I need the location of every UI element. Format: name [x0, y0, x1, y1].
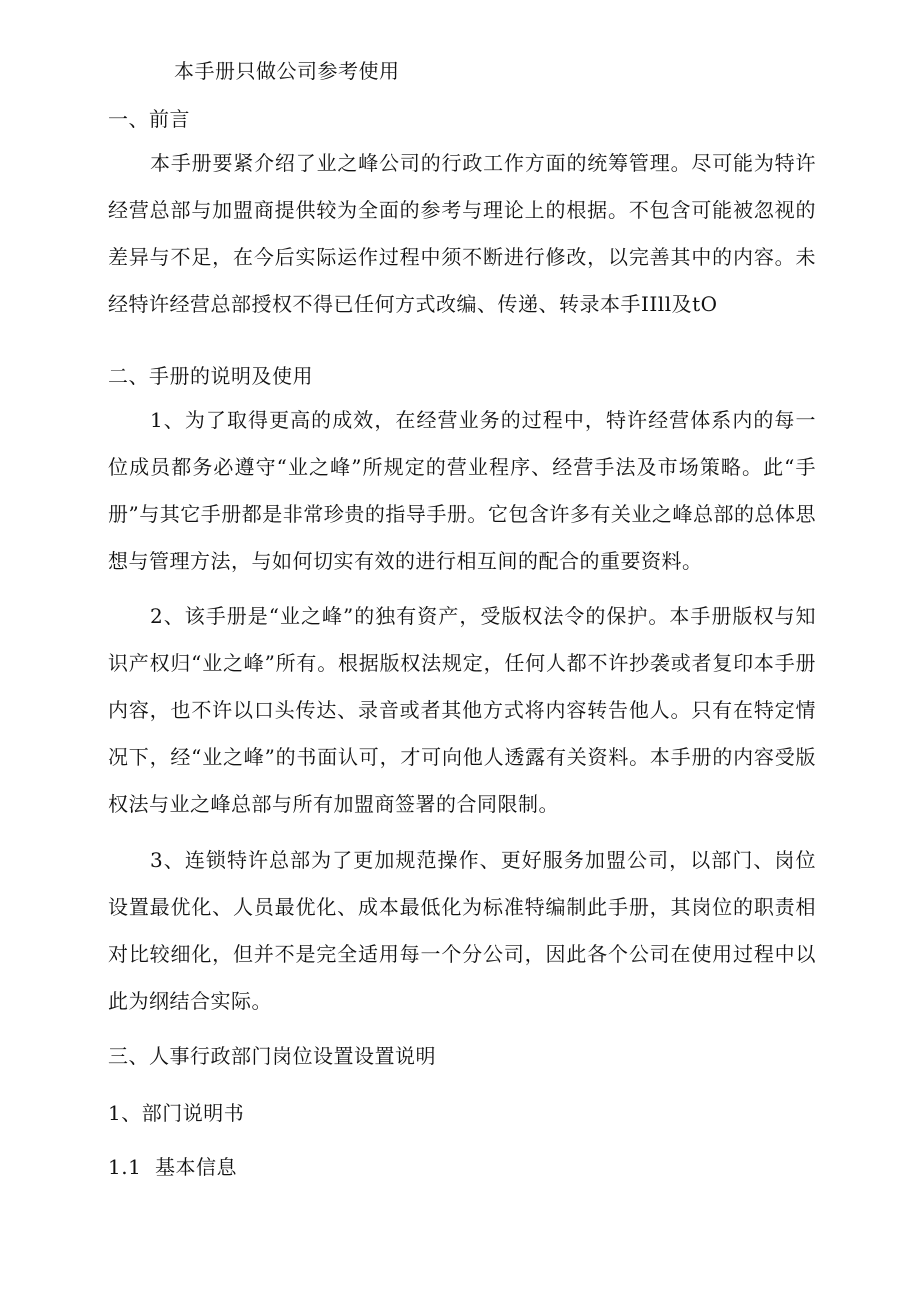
usage-item-3: 3、连锁特许总部为了更加规范操作、更好服务加盟公司，以部门、岗位设置最优化、人员最优化、成本最低化为标准特编制此手册，其岗位的职责相对比较细化，但并不是完全适用每一个分公司，因此各个公司在使用过程中以此为纲结合实际。 — [108, 848, 816, 1013]
usage-item-2: 2、该手册是“业之峰”的独有资产，受版权法令的保护。本手册版权与知识产权归“业之峰”所有。根据版权法规定，任何人都不许抄袭或者复印本手册内容，也不许以口头传达、录音或者其他方式将内容转告他人。只有在特定情况下，经“业之峰”的书面认可，才可向他人透露有关资料。本手册的内容受版权法与业之峰总部与所有加盟商签署的合同限制。 — [108, 604, 816, 816]
subheading-department-manual: 1、部门说明书 — [108, 1101, 245, 1125]
section-heading-manual-usage: 二、手册的说明及使用 — [108, 364, 313, 388]
usage-note: 本手册只做公司参考使用 — [174, 59, 400, 83]
subheading-basic-info: 1.1 基本信息 — [108, 1155, 238, 1179]
section-heading-hr-admin: 三、人事行政部门岗位设置设置说明 — [108, 1044, 436, 1068]
section-heading-preface: 一、前言 — [108, 107, 190, 131]
preface-paragraph: 本手册要紧介绍了业之峰公司的行政工作方面的统筹管理。尽可能为特许经营总部与加盟商提供较为全面的参考与理论上的根据。不包含可能被忽视的差异与不足，在今后实际运作过程中须不断进行修改，以完善其中的内容。未经特许经营总部授权不得已任何方式改编、传递、转录本手IIll及tO — [108, 151, 816, 316]
usage-item-1: 1、为了取得更高的成效，在经营业务的过程中，特许经营体系内的每一位成员都务必遵守“业之峰”所规定的营业程序、经营手法及市场策略。此“手册”与其它手册都是非常珍贵的指导手册。它包含许多有关业之峰总部的总体思想与管理方法，与如何切实有效的进行相互间的配合的重要资料。 — [108, 408, 816, 573]
